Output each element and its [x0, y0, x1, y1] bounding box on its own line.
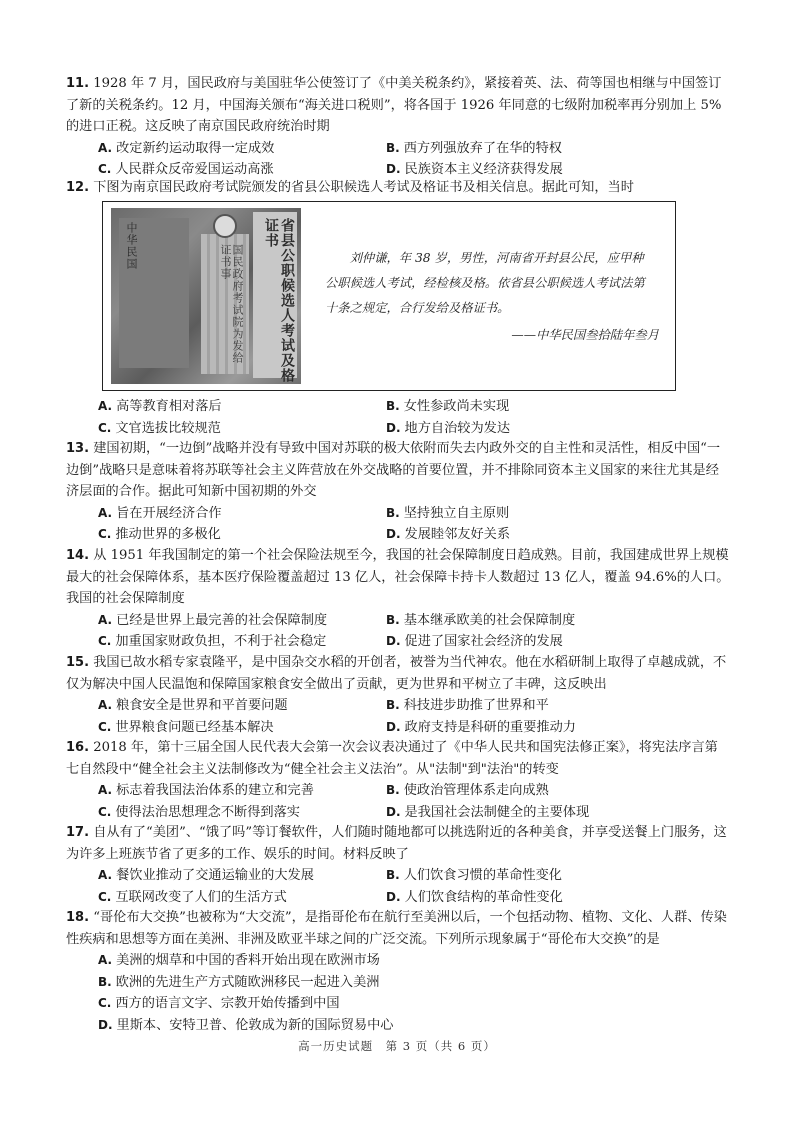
certificate-left-text: 中华民国 — [125, 222, 138, 270]
page-footer: 高一历史试题 第 3 页（共 6 页） — [298, 1039, 496, 1053]
question-number: 12. — [66, 180, 90, 195]
option-c[interactable]: C. 西方的语言文字、宗教开始传播到中国 — [98, 996, 340, 1011]
option-a[interactable]: A. 标志着我国法治体系的建立和完善 — [98, 783, 314, 798]
emblem-icon — [213, 214, 237, 238]
question-17 — [66, 822, 730, 908]
option-d[interactable]: D. 发展睦邻友好关系 — [386, 527, 511, 542]
option-a[interactable]: A. 餐饮业推动了交通运输业的大发展 — [98, 868, 314, 883]
question-number: 16. — [66, 740, 90, 755]
question-number: 18. — [66, 910, 90, 925]
options — [66, 950, 730, 1036]
question-number: 11. — [66, 76, 90, 91]
question-16 — [66, 737, 730, 823]
question-18 — [66, 907, 730, 1036]
certificate-photo — [111, 208, 301, 384]
question-stem: 自从有了“美团”、“饿了吗”等订餐软件，人们随时随地都可以挑选附近的各种美食，并享受送餐上门服务，这为许多上班族节省了更多的工作、娱乐的时间。材料反映了 — [66, 825, 727, 862]
option-d[interactable]: D. 促进了国家社会经济的发展 — [386, 634, 563, 649]
options — [66, 503, 730, 546]
question-15 — [66, 652, 730, 738]
question-stem: “哥伦布大交换”也被称为“大交流”，是指哥伦布在航行至美洲以后，一个包括动物、植物、文化、人群、传染性疾病和思想等方面在美洲、非洲及欧亚半球之间的广泛交流。下列所示现象属于“哥伦布大交换”的是 — [66, 910, 727, 947]
question-number: 15. — [66, 655, 90, 670]
question-stem: 下图为南京国民政府考试院颁发的省县公职候选人考试及格证书及相关信息。据此可知，当时 — [93, 180, 634, 195]
question-12 — [66, 177, 730, 199]
caption-line: 公职候选人考试，经检核及格。依省县公职候选人考试法第 — [325, 276, 645, 290]
option-b[interactable]: B. 基本继承欧美的社会保障制度 — [386, 612, 576, 628]
question-stem: 1928 年 7 月，国民政府与美国驻华公使签订了《中美关税条约》，紧接着英、法、荷等国也相继与中国签订了新的关税条约。12 月，中国海关颁布“海关进口税则”，将各国于 1926 年同意的七级附加税率再分别加上 5%的进口正税。这反映了南京国民政府统治时期 — [66, 76, 722, 134]
question-11 — [66, 73, 730, 181]
question-12-options — [66, 396, 730, 439]
option-d[interactable]: D. 里斯本、安特卫普、伦敦成为新的国际贸易中心 — [98, 1017, 394, 1033]
question-number: 17. — [66, 825, 90, 840]
option-c[interactable]: C. 使得法治思想理念不断得到落实 — [98, 804, 300, 820]
caption-line: 十条之规定，合行发给及格证书。 — [325, 301, 510, 315]
options — [66, 610, 730, 653]
option-c[interactable]: C. 互联网改变了人们的生活方式 — [98, 889, 287, 905]
option-c[interactable]: C. 推动世界的多极化 — [98, 527, 221, 542]
option-b[interactable]: B. 坚持独立自主原则 — [386, 505, 510, 521]
question-number: 14. — [66, 548, 90, 563]
option-d[interactable]: D. 人们饮食结构的革命性变化 — [386, 889, 563, 905]
option-b[interactable]: B. 西方列强放弃了在华的特权 — [386, 140, 562, 156]
option-a[interactable]: A. 粮食安全是世界和平首要问题 — [98, 698, 288, 713]
question-stem: 2018 年，第十三届全国人民代表大会第一次会议表决通过了《中华人民共和国宪法修正案》，将宪法序言第七自然段中“健全社会主义法制修改为“健全社会主义法治”。从"法制"到"法治"的转变 — [66, 740, 718, 777]
option-d[interactable]: D. 政府支持是科研的重要推动力 — [386, 719, 576, 735]
question-stem: 我国已故水稻专家袁隆平，是中国杂交水稻的开创者，被誉为当代神农。他在水稻研制上取得了卓越成就，不仅为解决中国人民温饱和保障国家粮食安全做出了贡献，更为世界和平树立了丰碑，这反映出 — [66, 655, 727, 692]
option-c[interactable]: C. 文官选拔比较规范 — [98, 420, 221, 436]
option-a[interactable]: A. 旨在开展经济合作 — [98, 505, 222, 521]
certificate-caption — [325, 246, 659, 348]
question-number: 13. — [66, 441, 90, 456]
options — [66, 695, 730, 738]
question-14 — [66, 545, 730, 653]
option-b[interactable]: B. 科技进步助推了世界和平 — [386, 698, 549, 713]
certificate-figure — [102, 201, 676, 391]
option-d[interactable]: D. 是我国社会法制健全的主要体现 — [386, 804, 590, 820]
option-c[interactable]: C. 人民群众反帝爱国运动高涨 — [98, 162, 274, 177]
caption-line: 刘仲谦，年 38 岁，男性，河南省开封县公民，应甲种 — [349, 251, 644, 265]
option-c[interactable]: C. 加重国家财政负担，不利于社会稳定 — [98, 634, 327, 649]
option-a[interactable]: A. 美洲的烟草和中国的香料开始出现在欧洲市场 — [98, 953, 380, 968]
option-a[interactable]: A. 改定新约运动取得一定成效 — [98, 140, 275, 156]
certificate-title-text: 省县公职候选人考试及格证书 — [263, 218, 295, 383]
options — [66, 138, 730, 181]
caption-source: ——中华民国叁拾陆年叁月 — [511, 328, 659, 342]
certificate-body-text: 国民政府考试院为发给证书事 — [219, 244, 244, 364]
options — [66, 396, 730, 439]
options — [66, 780, 730, 823]
option-c[interactable]: C. 世界粮食问题已经基本解决 — [98, 719, 274, 735]
option-a[interactable]: A. 高等教育相对落后 — [98, 399, 222, 414]
question-stem: 从 1951 年我国制定的第一个社会保险法规至今，我国的社会保障制度日趋成熟。目前，我国建成世界上规模最大的社会保障体系，基本医疗保险覆盖超过 13 亿人，社会保障卡持卡人数超过 13 亿人，覆盖 94.6%的人口。我国的社会保障制度 — [66, 548, 730, 606]
question-13 — [66, 438, 730, 546]
option-d[interactable]: D. 地方自治较为发达 — [386, 420, 511, 436]
options — [66, 865, 730, 908]
question-stem: 建国初期，“一边倒”战略并没有导致中国对苏联的极大依附而失去内政外交的自主性和灵活性，相反中国“一边倒”战略只是意味着将苏联等社会主义阵营放在外交战略的首要位置，并不排除同资本主义国家的来往尤其是经济层面的合作。据此可知新中国初期的外交 — [66, 441, 721, 499]
option-b[interactable]: B. 女性参政尚未实现 — [386, 399, 510, 414]
option-b[interactable]: B. 人们饮食习惯的革命性变化 — [386, 868, 562, 883]
option-a[interactable]: A. 已经是世界上最完善的社会保障制度 — [98, 612, 328, 628]
option-d[interactable]: D. 民族资本主义经济获得发展 — [386, 162, 563, 177]
option-b[interactable]: B. 欧洲的先进生产方式随欧洲移民一起进入美洲 — [98, 974, 380, 990]
option-b[interactable]: B. 使政治管理体系走向成熟 — [386, 783, 549, 798]
